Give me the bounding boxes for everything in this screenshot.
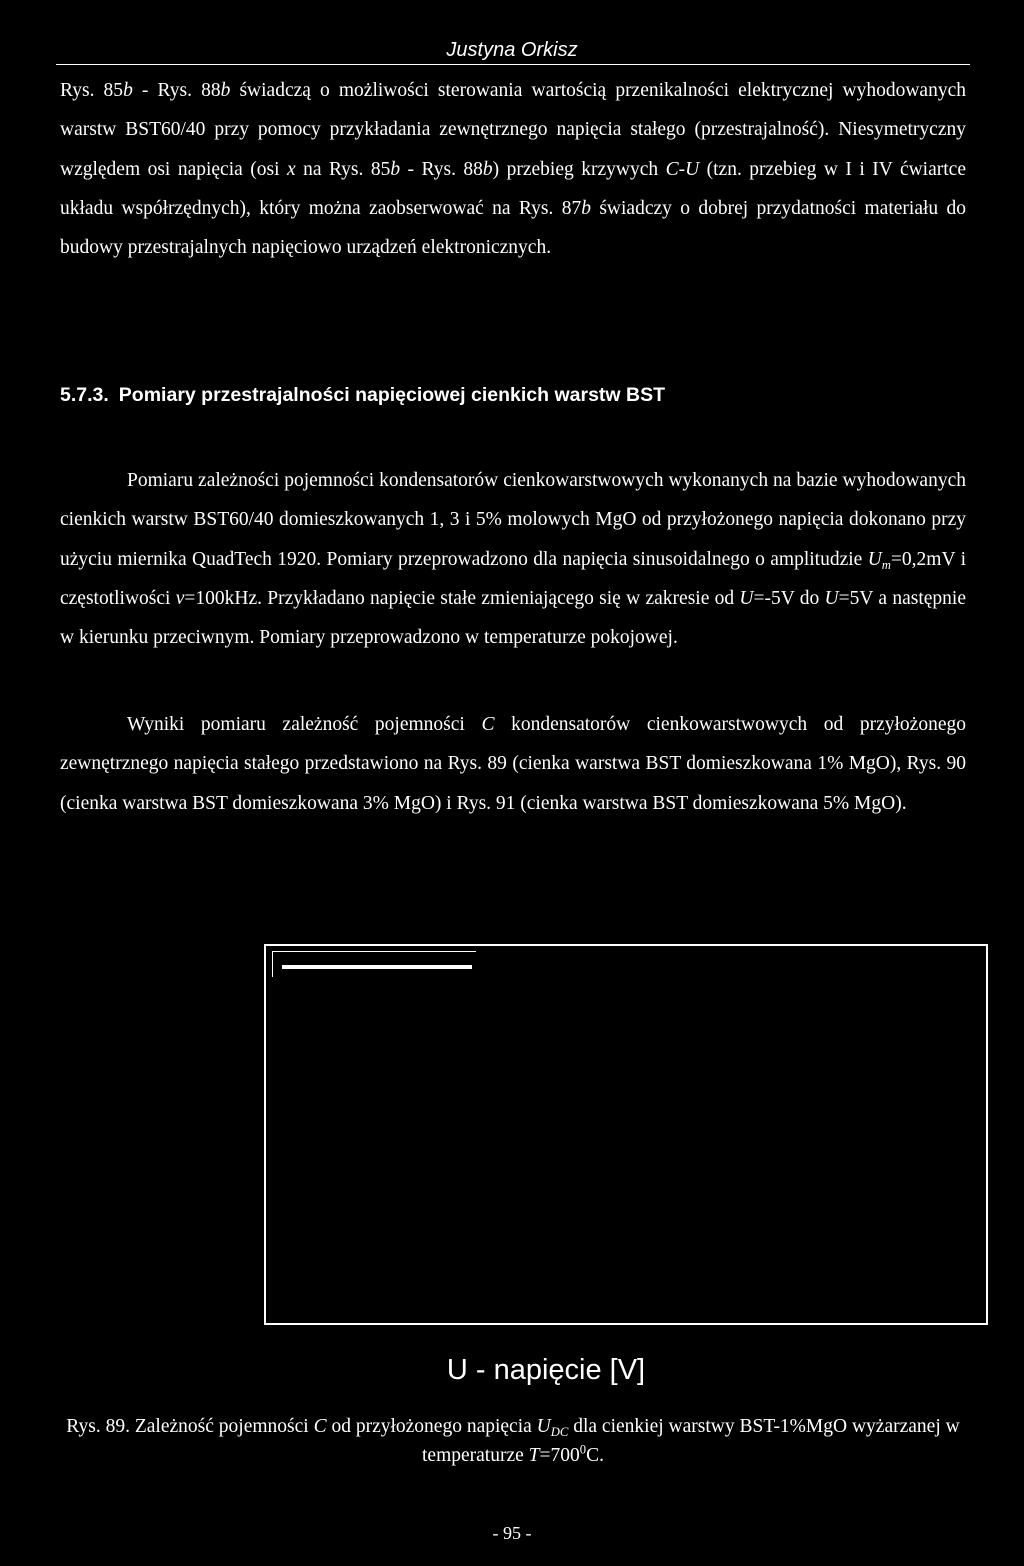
chart-legend-frame	[272, 951, 476, 977]
section-title: Pomiary przestrajalności napięciowej cienkich warstw BST	[118, 384, 665, 406]
results-paragraph: Wyniki pomiaru zależność pojemności C kondensatorów cienkowarstwowych od przyłożonego zewnętrznego napięcia stałego przedstawiono na Rys. 89 (cienka warstwa BST domieszkowana 1% MgO), Rys. 90 (cienka warstwa BST domieszkowana 3% MgO) i Rys. 91 (cienka warstwa BST domieszkowana 5% MgO).	[60, 714, 966, 814]
chart-plot-area	[264, 944, 988, 1325]
figure-caption: Rys. 89. Zależność pojemności C od przyłożonego napięcia $U_{DC}$ dla cienkiej warstwy BST-1%MgO wyżarzanej w temperaturze $T=700^0C$.	[66, 1416, 960, 1466]
page-number: - 95 -	[492, 1523, 532, 1543]
section-number: 5.7.3.	[60, 384, 109, 406]
chart-x-axis-label: U - napięcie [V]	[446, 1354, 646, 1386]
running-header-author: Justyna Orkisz	[446, 39, 578, 61]
header-rule	[56, 64, 970, 65]
legend-line-sample	[282, 965, 472, 969]
method-paragraph: Pomiaru zależności pojemności kondensatorów cienkowarstwowych wykonanych na bazie wyhodowanych cienkich warstw BST60/40 domieszkowanych 1, 3 i 5% molowych MgO od przyłożonego napięcia dokonano przy użyciu miernika QuadTech 1920. Pomiary przeprowadzono dla napięcia sinusoidalnego o amplitudzie $U_m=0,2mV$ i częstotliwości ν=100kHz. Przykładano napięcie stałe zmieniającego się w zakresie od U=-5V do U=5V a następnie w kierunku przeciwnym. Pomiary przeprowadzono w temperaturze pokojowej.	[60, 470, 966, 649]
intro-paragraph: Rys. 85b - Rys. 88b świadczą o możliwości sterowania wartością przenikalności elektrycznej wyhodowanych warstw BST60/40 przy pomocy przykładania zewnętrznego napięcia stałego (przestrajalność). Niesymetryczny względem osi napięcia (osi x na Rys. 85b - Rys. 88b) przebieg krzywych C-U (tzn. przebieg w I i IV ćwiartce układu współrzędnych), który można zaobserwować na Rys. 87b świadczy o dobrej przydatności materiału do budowy przestrajalnych napięciowo urządzeń elektronicznych.	[60, 80, 966, 259]
section-heading	[60, 381, 665, 409]
